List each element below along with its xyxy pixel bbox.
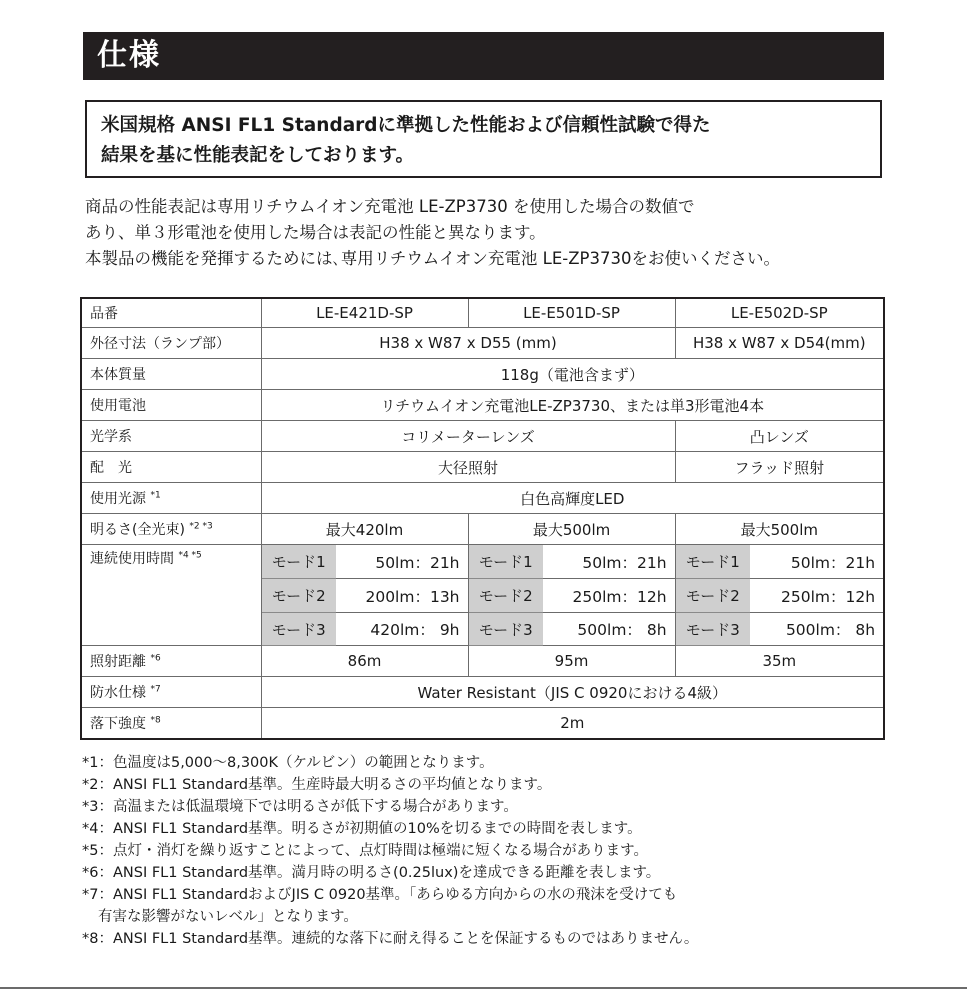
row-brightness — [81, 514, 884, 545]
model-2: LE-E501D-SP — [468, 298, 675, 328]
model-3: LE-E502D-SP — [675, 298, 884, 328]
label-distribution: 配 光 — [81, 452, 261, 483]
intro-paragraph — [85, 194, 890, 272]
mode-label: モード2 — [261, 579, 336, 613]
mark-beam-distance: *6 — [150, 653, 161, 664]
brightness-3: 最大500lm — [675, 514, 884, 545]
battery-value: リチウムイオン充電池LE-ZP3730、または単3形電池4本 — [261, 390, 884, 421]
label-waterproof: 防水仕様 $^{*7}$ — [81, 677, 261, 708]
row-distribution — [81, 452, 884, 483]
label-brightness: 明るさ(全光束) $^{*2 *3}$ — [81, 514, 261, 545]
mark-runtime: *4 *5 — [178, 550, 202, 561]
mode-label: モード1 — [468, 545, 543, 579]
standard-notice-box — [85, 100, 882, 178]
light-source-value: 白色高輝度LED — [261, 483, 884, 514]
beam-distance-2: 95m — [468, 646, 675, 677]
mode-label: モード2 — [468, 579, 543, 613]
footnote-3: *3：高温または低温環境下では明るさが低下する場合があります。 — [82, 799, 518, 815]
mark-brightness: *2 *3 — [189, 521, 213, 532]
label-model: 品番 — [81, 298, 261, 328]
runtime-value: 420lm： 9h — [336, 613, 468, 646]
mode-label: モード3 — [675, 613, 750, 646]
mode-label: モード3 — [468, 613, 543, 646]
optics-1: コリメーターレンズ — [261, 421, 675, 452]
footnote-2: *2：ANSI FL1 Standard基準。生産時最大明るさの平均値となります。 — [82, 777, 552, 793]
footnote-4: *4：ANSI FL1 Standard基準。明るさが初期値の10%を切るまでの時間を表します。 — [82, 821, 642, 837]
model-1: LE-E421D-SP — [261, 298, 468, 328]
row-beam-distance — [81, 646, 884, 677]
label-runtime: 連続使用時間 $^{*4 *5}$ — [81, 545, 261, 646]
mode-label: モード3 — [261, 613, 336, 646]
dimensions-1: H38 x W87 x D55 (mm) — [261, 328, 675, 359]
mark-impact: *8 — [150, 715, 161, 726]
footnote-7-continued: 有害な影響がないレベル」となります。 — [98, 909, 358, 925]
dimensions-2: H38 x W87 x D54(mm) — [675, 328, 884, 359]
label-beam-distance: 照射距離 $^{*6}$ — [81, 646, 261, 677]
mode-label: モード2 — [675, 579, 750, 613]
footnote-5: *5：点灯・消灯を繰り返すことによって、点灯時間は極端に短くなる場合があります。 — [82, 843, 649, 859]
mark-waterproof: *7 — [150, 684, 161, 695]
notice-line-1: 米国規格 ANSI FL1 Standardに準拠した性能および信頼性試験で得た — [101, 115, 711, 136]
beam-distance-1: 86m — [261, 646, 468, 677]
footnote-8: *8：ANSI FL1 Standard基準。連続的な落下に耐え得ることを保証するものではありません。 — [82, 931, 699, 947]
row-light-source — [81, 483, 884, 514]
row-weight — [81, 359, 884, 390]
row-dimensions — [81, 328, 884, 359]
intro-line-2: あり、単３形電池を使用した場合は表記の性能と異なります。 — [85, 223, 546, 242]
runtime-value: 500lm： 8h — [543, 613, 675, 646]
notice-line-2: 結果を基に性能表記をしております。 — [101, 145, 415, 166]
intro-line-3: 本製品の機能を発揮するためには､専用リチウムイオン充電池 LE-ZP3730をお使いください。 — [85, 249, 780, 268]
waterproof-value: Water Resistant（JIS C 0920における4級） — [261, 677, 884, 708]
distribution-2: フラッド照射 — [675, 452, 884, 483]
label-dimensions: 外径寸法（ランプ部） — [81, 328, 261, 359]
row-impact — [81, 708, 884, 739]
footnotes — [82, 752, 902, 950]
mark-light-source: *1 — [150, 490, 161, 501]
row-model — [81, 298, 884, 328]
label-light-source: 使用光源 $^{*1}$ — [81, 483, 261, 514]
runtime-value: 500lm： 8h — [750, 613, 884, 646]
runtime-value: 50lm：21h — [336, 545, 468, 579]
spec-table — [80, 297, 885, 740]
intro-line-1: 商品の性能表記は専用リチウムイオン充電池 LE-ZP3730 を使用した場合の数値で — [85, 197, 695, 216]
optics-2: 凸レンズ — [675, 421, 884, 452]
runtime-value: 50lm：21h — [543, 545, 675, 579]
distribution-1: 大径照射 — [261, 452, 675, 483]
row-battery — [81, 390, 884, 421]
runtime-value: 250lm：12h — [750, 579, 884, 613]
brightness-2: 最大500lm — [468, 514, 675, 545]
runtime-value: 50lm：21h — [750, 545, 884, 579]
runtime-value: 200lm：13h — [336, 579, 468, 613]
row-optics — [81, 421, 884, 452]
footnote-7: *7：ANSI FL1 StandardおよびJIS C 0920基準。「あらゆる方向からの水の飛沫を受けても — [82, 887, 678, 903]
label-impact: 落下強度 $^{*8}$ — [81, 708, 261, 739]
row-runtime-mode-1 — [81, 545, 884, 579]
mode-label: モード1 — [261, 545, 336, 579]
bottom-divider — [0, 987, 967, 989]
impact-value: 2m — [261, 708, 884, 739]
label-optics: 光学系 — [81, 421, 261, 452]
weight-value: 118g（電池含まず） — [261, 359, 884, 390]
row-waterproof — [81, 677, 884, 708]
beam-distance-3: 35m — [675, 646, 884, 677]
label-weight: 本体質量 — [81, 359, 261, 390]
mode-label: モード1 — [675, 545, 750, 579]
page-title: 仕様 — [83, 32, 884, 80]
label-battery: 使用電池 — [81, 390, 261, 421]
footnote-6: *6：ANSI FL1 Standard基準。満月時の明るさ(0.25lux)を達成できる距離を表します。 — [82, 865, 661, 881]
footnote-1: *1：色温度は5,000～8,300K（ケルビン）の範囲となります。 — [82, 755, 494, 771]
runtime-value: 250lm：12h — [543, 579, 675, 613]
brightness-1: 最大420lm — [261, 514, 468, 545]
